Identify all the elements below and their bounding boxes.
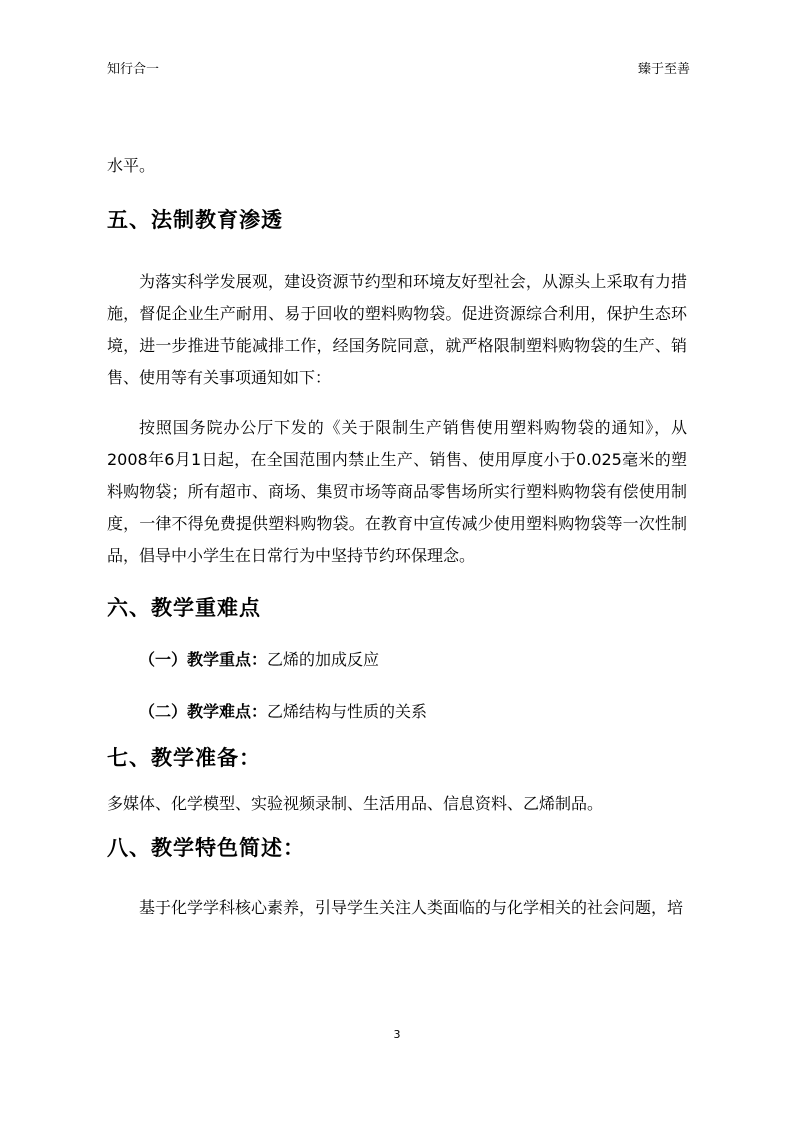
- section5-para2: 按照国务院办公厅下发的《关于限制生产销售使用塑料购物袋的通知》，从2008年6月1日起，在全国范围内禁止生产、销售、使用厚度小于0.025毫米的塑料购物袋；所有超市、商场、集贸市场等商品零售场所实行塑料购物袋有偿使用制度，一律不得免费提供塑料购物袋。在教育中宣传减少使用塑料购物袋等一次性制品，倡导中小学生在日常行为中坚持节约环保理念。: [107, 418, 687, 565]
- section6-item1: [107, 644, 687, 676]
- section6-item2: [107, 696, 687, 728]
- top-fragment: 水平。: [107, 156, 156, 175]
- section8-title: 八、教学特色简述：: [107, 836, 305, 860]
- item2-label: （二）教学难点：: [139, 702, 268, 721]
- page-number: 3: [393, 1028, 401, 1041]
- document-body: [107, 150, 687, 924]
- header-right-text: 臻于至善: [637, 62, 690, 77]
- section6-title: 六、教学重难点: [107, 596, 261, 620]
- section7-title: 七、教学准备：: [107, 746, 261, 770]
- section7-text: 多媒体、化学模型、实验视频录制、生活用品、信息资料、乙烯制品。: [107, 794, 604, 813]
- item1-label: （一）教学重点：: [139, 650, 268, 669]
- section8-text: 基于化学学科核心素养，引导学生关注人类面临的与化学相关的社会问题，培: [139, 898, 684, 917]
- section5-para1: 为落实科学发展观，建设资源节约型和环境友好型社会，从源头上采取有力措施，督促企业生产耐用、易于回收的塑料购物袋。促进资源综合利用，保护生态环境，进一步推进节能减排工作，经国务院同意，就严格限制塑料购物袋的生产、销售、使用等有关事项通知如下：: [107, 272, 687, 387]
- header-left-text: 知行合一: [107, 62, 160, 77]
- section5-title: 五、法制教育渗透: [107, 208, 283, 232]
- item2-text: 乙烯结构与性质的关系: [267, 702, 428, 721]
- item1-text: 乙烯的加成反应: [267, 650, 380, 669]
